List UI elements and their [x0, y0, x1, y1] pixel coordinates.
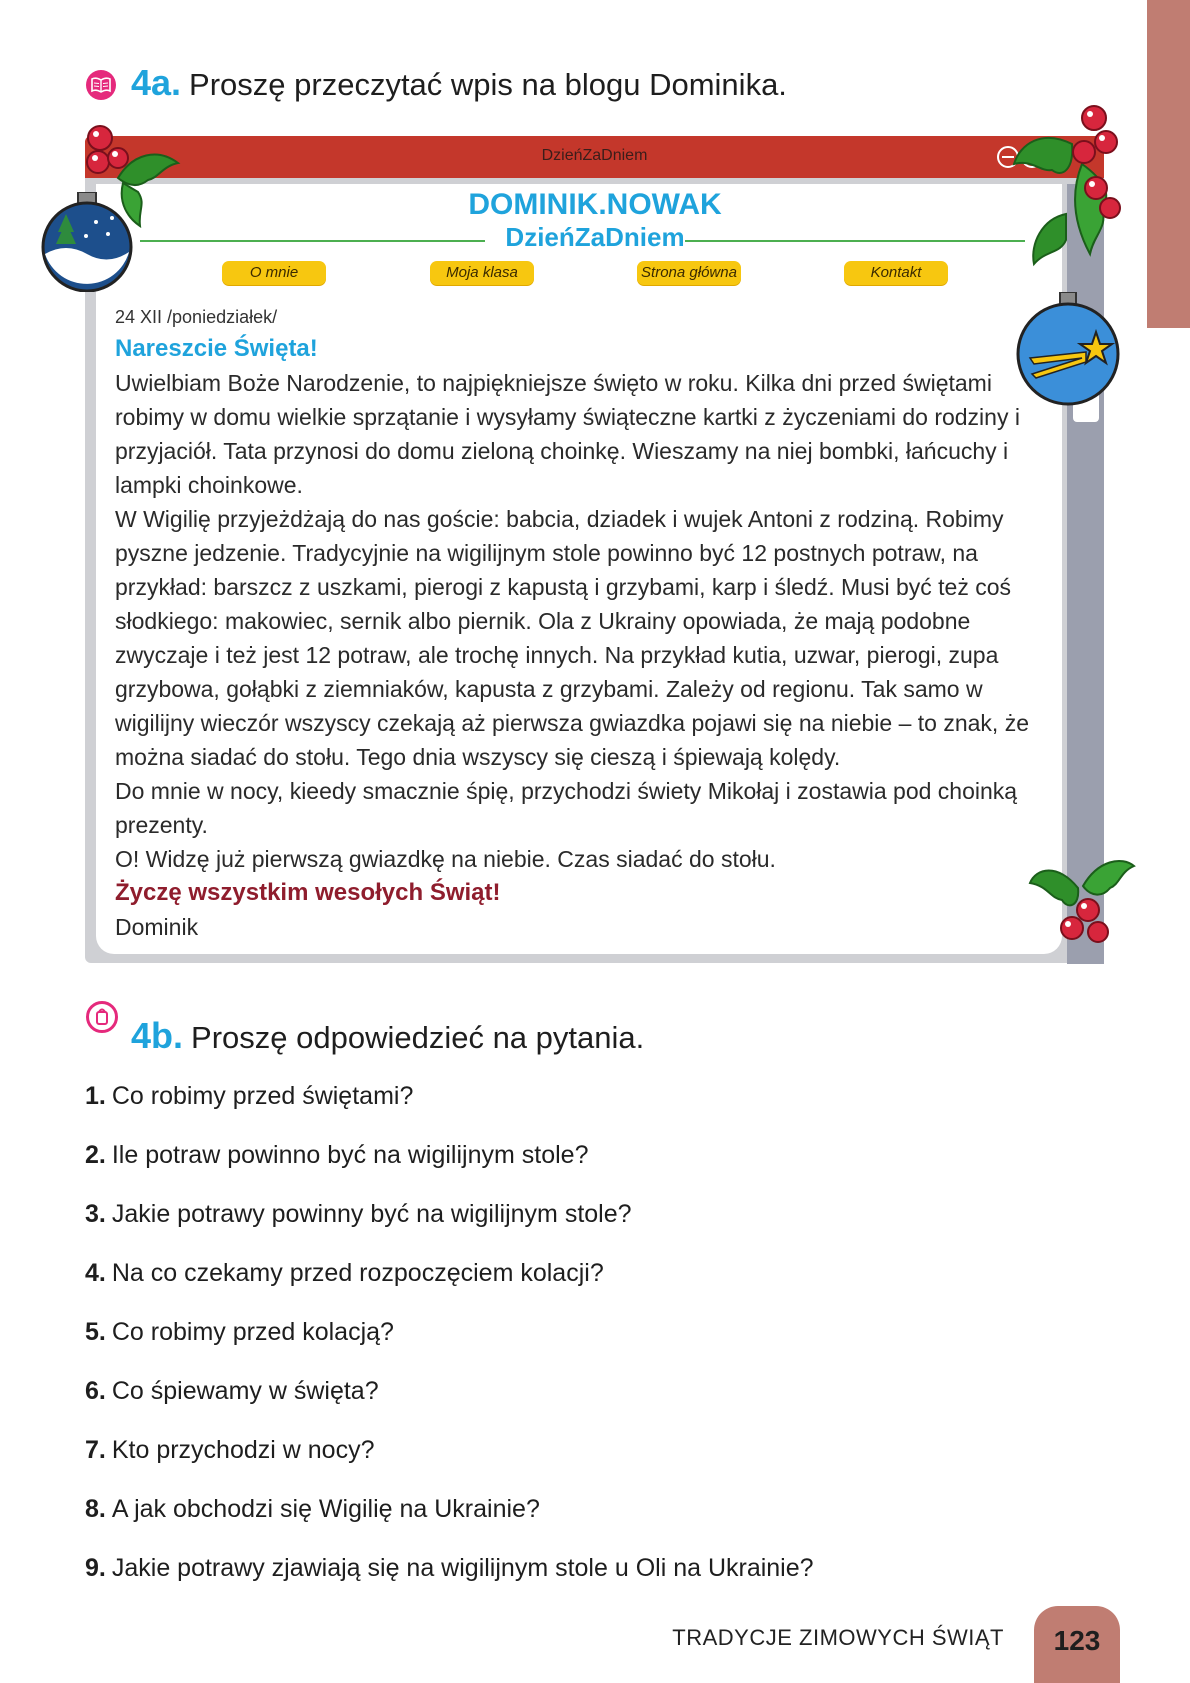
nav-about-me[interactable]: O mnie [222, 261, 326, 285]
blog-post [115, 302, 1060, 944]
question-item [85, 1259, 814, 1318]
exercise-4a-heading [131, 62, 787, 104]
page-number: 123 [1034, 1606, 1120, 1683]
post-paragraph: O! Widzę już pierwszą gwiazdkę na niebie. Czas siadać do stołu. [115, 846, 776, 872]
chapter-edge-tab [1147, 0, 1190, 328]
question-list [85, 1082, 814, 1613]
exercise-number: 4b. [131, 1015, 184, 1056]
star-ornament-right [1010, 292, 1124, 408]
question-number: 4. [85, 1259, 106, 1287]
question-number: 2. [85, 1141, 106, 1169]
question-text: Jakie potrawy zjawiają się na wigilijnym stole u Oli na Ukrainie? [111, 1554, 814, 1582]
question-item [85, 1436, 814, 1495]
window-title-bar [85, 136, 1104, 178]
post-title: Nareszcie Święta! [115, 335, 318, 362]
post-date: 24 XII /poniedziałek/ [115, 307, 278, 327]
question-number: 5. [85, 1318, 106, 1346]
question-text: Ile potraw powinno być na wigilijnym stole? [111, 1141, 589, 1169]
window-title: DzieńZaDniem [541, 147, 648, 164]
question-item [85, 1377, 814, 1436]
post-paragraph: Do mnie w nocy, kieedy smacznie śpię, przychodzi świety Mikołaj i zostawia pod choinką prezenty. [115, 778, 1018, 838]
question-text: Jakie potrawy powinny być na wigilijnym stole? [111, 1200, 632, 1228]
post-paragraph: W Wigilię przyjeżdżają do nas goście: babcia, dziadek i wujek Antoni z rodziną. Robimy pyszne jedzenie. Tradycyjnie na wigilijnym stole powinno być 12 postnych potraw, na przykład: barszcz z uszkami, pierogi z kapustą i grzybami, karp i śledź. Musi być też coś słodkiego: makowiec, sernik albo piernik. Ola z Ukrainy opowiada, że mają podobne zwyczaje i też jest 12 potraw, ale trochę innych. Na przykład kutia, uzwar, pierogi, zupa grzybowa, gołąbki z ziemniaków, kapusta z grzybami. Zależy od regionu. Tak samo w wigilijny wieczór wszyscy czekają aż pierwsza gwiazdka pojawi się na niebie – to znak, że można siadać do stołu. Tego dnia wszyscy się cieszą i śpiewają kolędy. [115, 506, 1030, 770]
question-item [85, 1082, 814, 1141]
header-divider-right [685, 240, 1025, 242]
header-divider-left [140, 240, 485, 242]
post-signature: Dominik [115, 914, 199, 940]
holly-decoration-bottom-right [1028, 838, 1136, 946]
site-name: DOMINIK.NOWAK [468, 188, 722, 221]
pencil-icon [86, 1001, 118, 1033]
question-text: Na co czekamy przed rozpoczęciem kolacji? [111, 1259, 604, 1287]
chapter-title: TRADYCJE ZIMOWYCH ŚWIĄT [672, 1625, 1004, 1650]
question-number: 3. [85, 1200, 106, 1228]
question-item [85, 1200, 814, 1259]
question-item [85, 1495, 814, 1554]
book-icon [86, 70, 116, 100]
exercise-number: 4a. [131, 62, 182, 103]
question-text: Kto przychodzi w nocy? [111, 1436, 375, 1464]
question-item [85, 1318, 814, 1377]
nav-contact[interactable]: Kontakt [844, 261, 948, 285]
holly-decoration-top-right [1012, 104, 1130, 294]
question-number: 6. [85, 1377, 106, 1405]
question-text: A jak obchodzi się Wigilię na Ukrainie? [111, 1495, 540, 1523]
question-number: 9. [85, 1554, 106, 1582]
question-number: 8. [85, 1495, 106, 1523]
question-text: Co robimy przed kolacją? [111, 1318, 394, 1346]
question-text: Co śpiewamy w święta? [111, 1377, 379, 1405]
question-number: 1. [85, 1082, 106, 1110]
post-wish: Życzę wszystkim wesołych Świąt! [115, 879, 501, 906]
site-subtitle: DzieńZaDniem [505, 222, 685, 252]
exercise-instruction: Proszę przeczytać wpis na blogu Dominika. [189, 67, 787, 102]
nav-home[interactable]: Strona główna [637, 261, 741, 285]
exercise-instruction: Proszę odpowiedzieć na pytania. [191, 1020, 645, 1055]
winter-ornament-left [36, 192, 140, 292]
exercise-4b-heading [131, 1015, 644, 1057]
question-text: Co robimy przed świętami? [111, 1082, 414, 1110]
question-item [85, 1554, 814, 1613]
question-item [85, 1141, 814, 1200]
post-paragraph: Uwielbiam Boże Narodzenie, to najpiękniejsze święto w roku. Kilka dni przed świętami robimy w domu wielkie sprzątanie i wysyłamy świąteczne kartki z życzeniami do rodziny i przyjaciół. Tata przynosi do domu zieloną choinkę. Wieszamy na niej bombki, łańcuchy i lampki choinkowe. [115, 370, 1020, 498]
question-number: 7. [85, 1436, 106, 1464]
nav-my-class[interactable]: Moja klasa [430, 261, 534, 285]
